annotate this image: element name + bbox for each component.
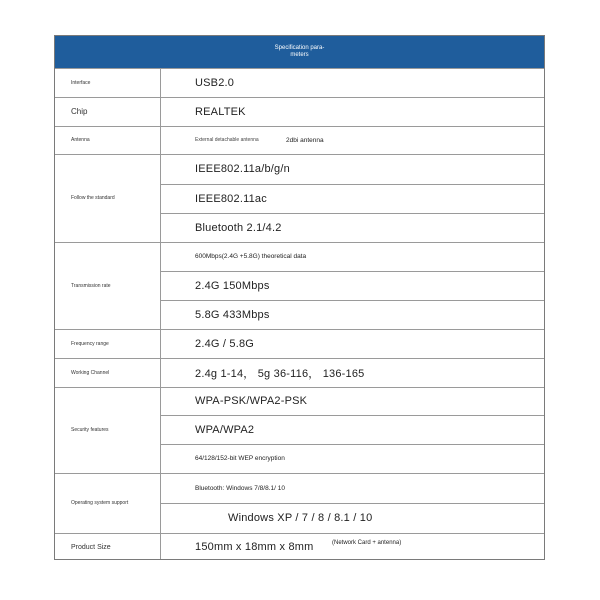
column-divider [160,68,161,559]
label-transmission: Transmission rate [71,282,111,289]
label-channel: Working Channel [71,369,110,376]
value-size: 150mm x 18mm x 8mm [195,541,314,553]
value-interface: USB2.0 [195,76,235,89]
value-transmission-1: 600Mbps(2.4G +5.8G) theoretical data [195,253,307,260]
value-chip: REALTEK [195,105,246,118]
value-frequency: 2.4G / 5.8G [195,337,255,350]
value-transmission-3: 5.8G 433Mbps [195,308,270,321]
table-title: Specification para- meters [274,45,325,58]
value-security-1: WPA-PSK/WPA2-PSK [195,395,308,407]
label-size: Product Size [71,543,111,551]
value-standard-1: IEEE802.11a/b/g/n [195,163,290,175]
spec-table [54,35,545,560]
value-channel: 2.4g 1-14， 5g 36-116， 136-165 [195,367,365,380]
value-antenna-type: External detachable antenna [195,137,259,143]
label-security: Security features [71,427,109,433]
label-antenna: Antenna [71,137,90,143]
table-header [55,36,544,68]
value-standard-3: Bluetooth 2.1/4.2 [195,221,282,234]
value-os-1: Bluetooth: Windows 7/8/8.1/ 10 [195,484,285,492]
value-antenna-gain: 2dbi antenna [286,136,324,144]
value-size-note: (Network Card + antenna) [332,540,402,546]
label-frequency: Frequency range [71,340,109,347]
label-standard: Follow the standard [71,195,115,201]
label-os: Operating system support [71,500,129,506]
value-transmission-2: 2.4G 150Mbps [195,279,270,292]
value-standard-2: IEEE802.11ac [195,192,267,205]
value-security-3: 64/128/152-bit WEP encryption [195,455,285,462]
value-security-2: WPA/WPA2 [195,423,255,436]
label-chip: Chip [71,107,88,116]
value-os-2: Windows XP / 7 / 8 / 8.1 / 10 [228,512,373,524]
label-interface: Interface [71,79,91,86]
